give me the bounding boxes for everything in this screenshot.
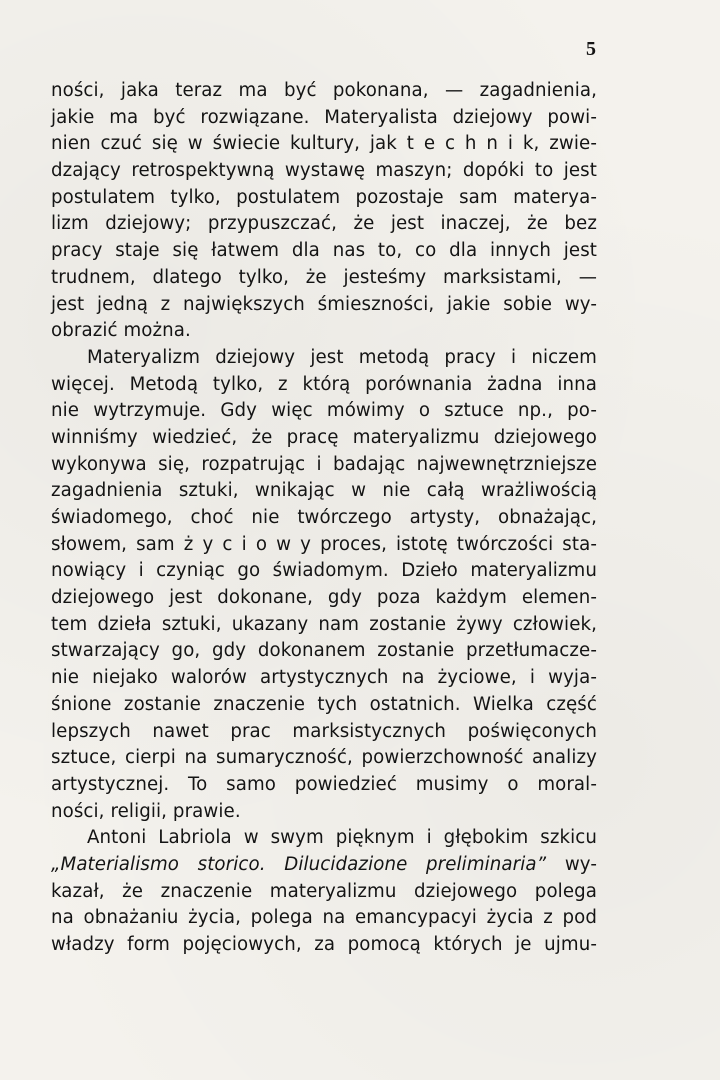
paragraph-3 <box>51 825 597 958</box>
italic-work-title: „Materialismo storico. Dilucidazione preliminaria” <box>51 853 547 875</box>
text-line: śnione zostanie znaczenie tych ostatnich. Wielka część <box>51 693 597 715</box>
text-line: ności, jaka teraz ma być pokonana, — zagadnienia, <box>51 80 597 101</box>
text-line: nowiący i czyniąc go świadomym. Dzieło materyalizmu <box>51 560 597 582</box>
paragraph-2 <box>51 345 597 825</box>
text-line: lepszych nawet prac marksistycznych poświęconych <box>51 720 597 742</box>
text-line: nien czuć się w świecie kultury, jak t e c h n i k, zwie- <box>51 133 597 155</box>
text-line: winniśmy wiedzieć, że pracę materyalizmu dziejowego <box>51 426 597 448</box>
text-line: nie niejako walorów artystycznych na życiowe, i wyja- <box>51 667 597 689</box>
text-line: pracy staje się łatwem dla nas to, co dla innych jest <box>51 240 597 262</box>
text-line: jakie ma być rozwiązane. Materyalista dziejowy powi- <box>51 106 597 128</box>
text-line: władzy form pojęciowych, za pomocą których je ujmu- <box>51 934 597 955</box>
text-line: lizm dziejowy; przypuszczać, że jest inaczej, że bez <box>51 213 597 235</box>
text-line: jest jedną z największych śmieszności, jakie sobie wy- <box>51 293 597 315</box>
text-line: ności, religii, prawie. <box>51 800 241 822</box>
body-text <box>51 78 597 959</box>
text-line: dzający retrospektywną wystawę maszyn; dopóki to jest <box>51 160 597 182</box>
text-line-with-title <box>51 852 597 879</box>
text-line: postulatem tylko, postulatem pozostaje sam materya- <box>51 186 597 208</box>
text-line: stwarzający go, gdy dokonanem zostanie przetłumacze- <box>51 640 597 662</box>
text-line: świadomego, choć nie twórczego artysty, obnażając, <box>51 507 597 528</box>
text-line: obrazić można. <box>51 320 191 342</box>
text-line: więcej. Metodą tylko, z którą porównania żadna inna <box>51 373 597 395</box>
text-line: nie wytrzymuje. Gdy więc mówimy o sztuce np., po- <box>51 400 597 422</box>
text-line: trudnem, dlatego tylko, że jesteśmy marksistami, — <box>51 266 597 288</box>
text-line: zagadnienia sztuki, wnikając w nie całą wrażliwością <box>51 480 597 502</box>
text-line: kazał, że znaczenie materyalizmu dziejowego polega <box>51 880 597 902</box>
text-line: Antoni Labriola w swym pięknym i głębokim szkicu <box>87 827 597 849</box>
text-line: tem dzieła sztuki, ukazany nam zostanie żywy człowiek, <box>51 613 597 635</box>
paragraph-1 <box>51 78 597 345</box>
text-line: Materyalizm dziejowy jest metodą pracy i niczem <box>87 346 597 368</box>
text-line: artystycznej. To samo powiedzieć musimy o moral- <box>51 773 597 795</box>
text-line: na obnażaniu życia, polega na emancypacyi życia z pod <box>51 907 597 929</box>
text-line: słowem, sam ż y c i o w y proces, istotę twórczości sta- <box>51 533 597 555</box>
text-line: wykonywa się, rozpatrując i badając najwewnętrzniejsze <box>51 453 597 475</box>
text-line: sztuce, cierpi na sumaryczność, powierzchowność analizy <box>51 747 597 769</box>
text-fragment: wy- <box>546 853 597 875</box>
text-line: dziejowego jest dokonane, gdy poza każdym elemen- <box>51 587 597 609</box>
page-number: 5 <box>586 38 596 60</box>
